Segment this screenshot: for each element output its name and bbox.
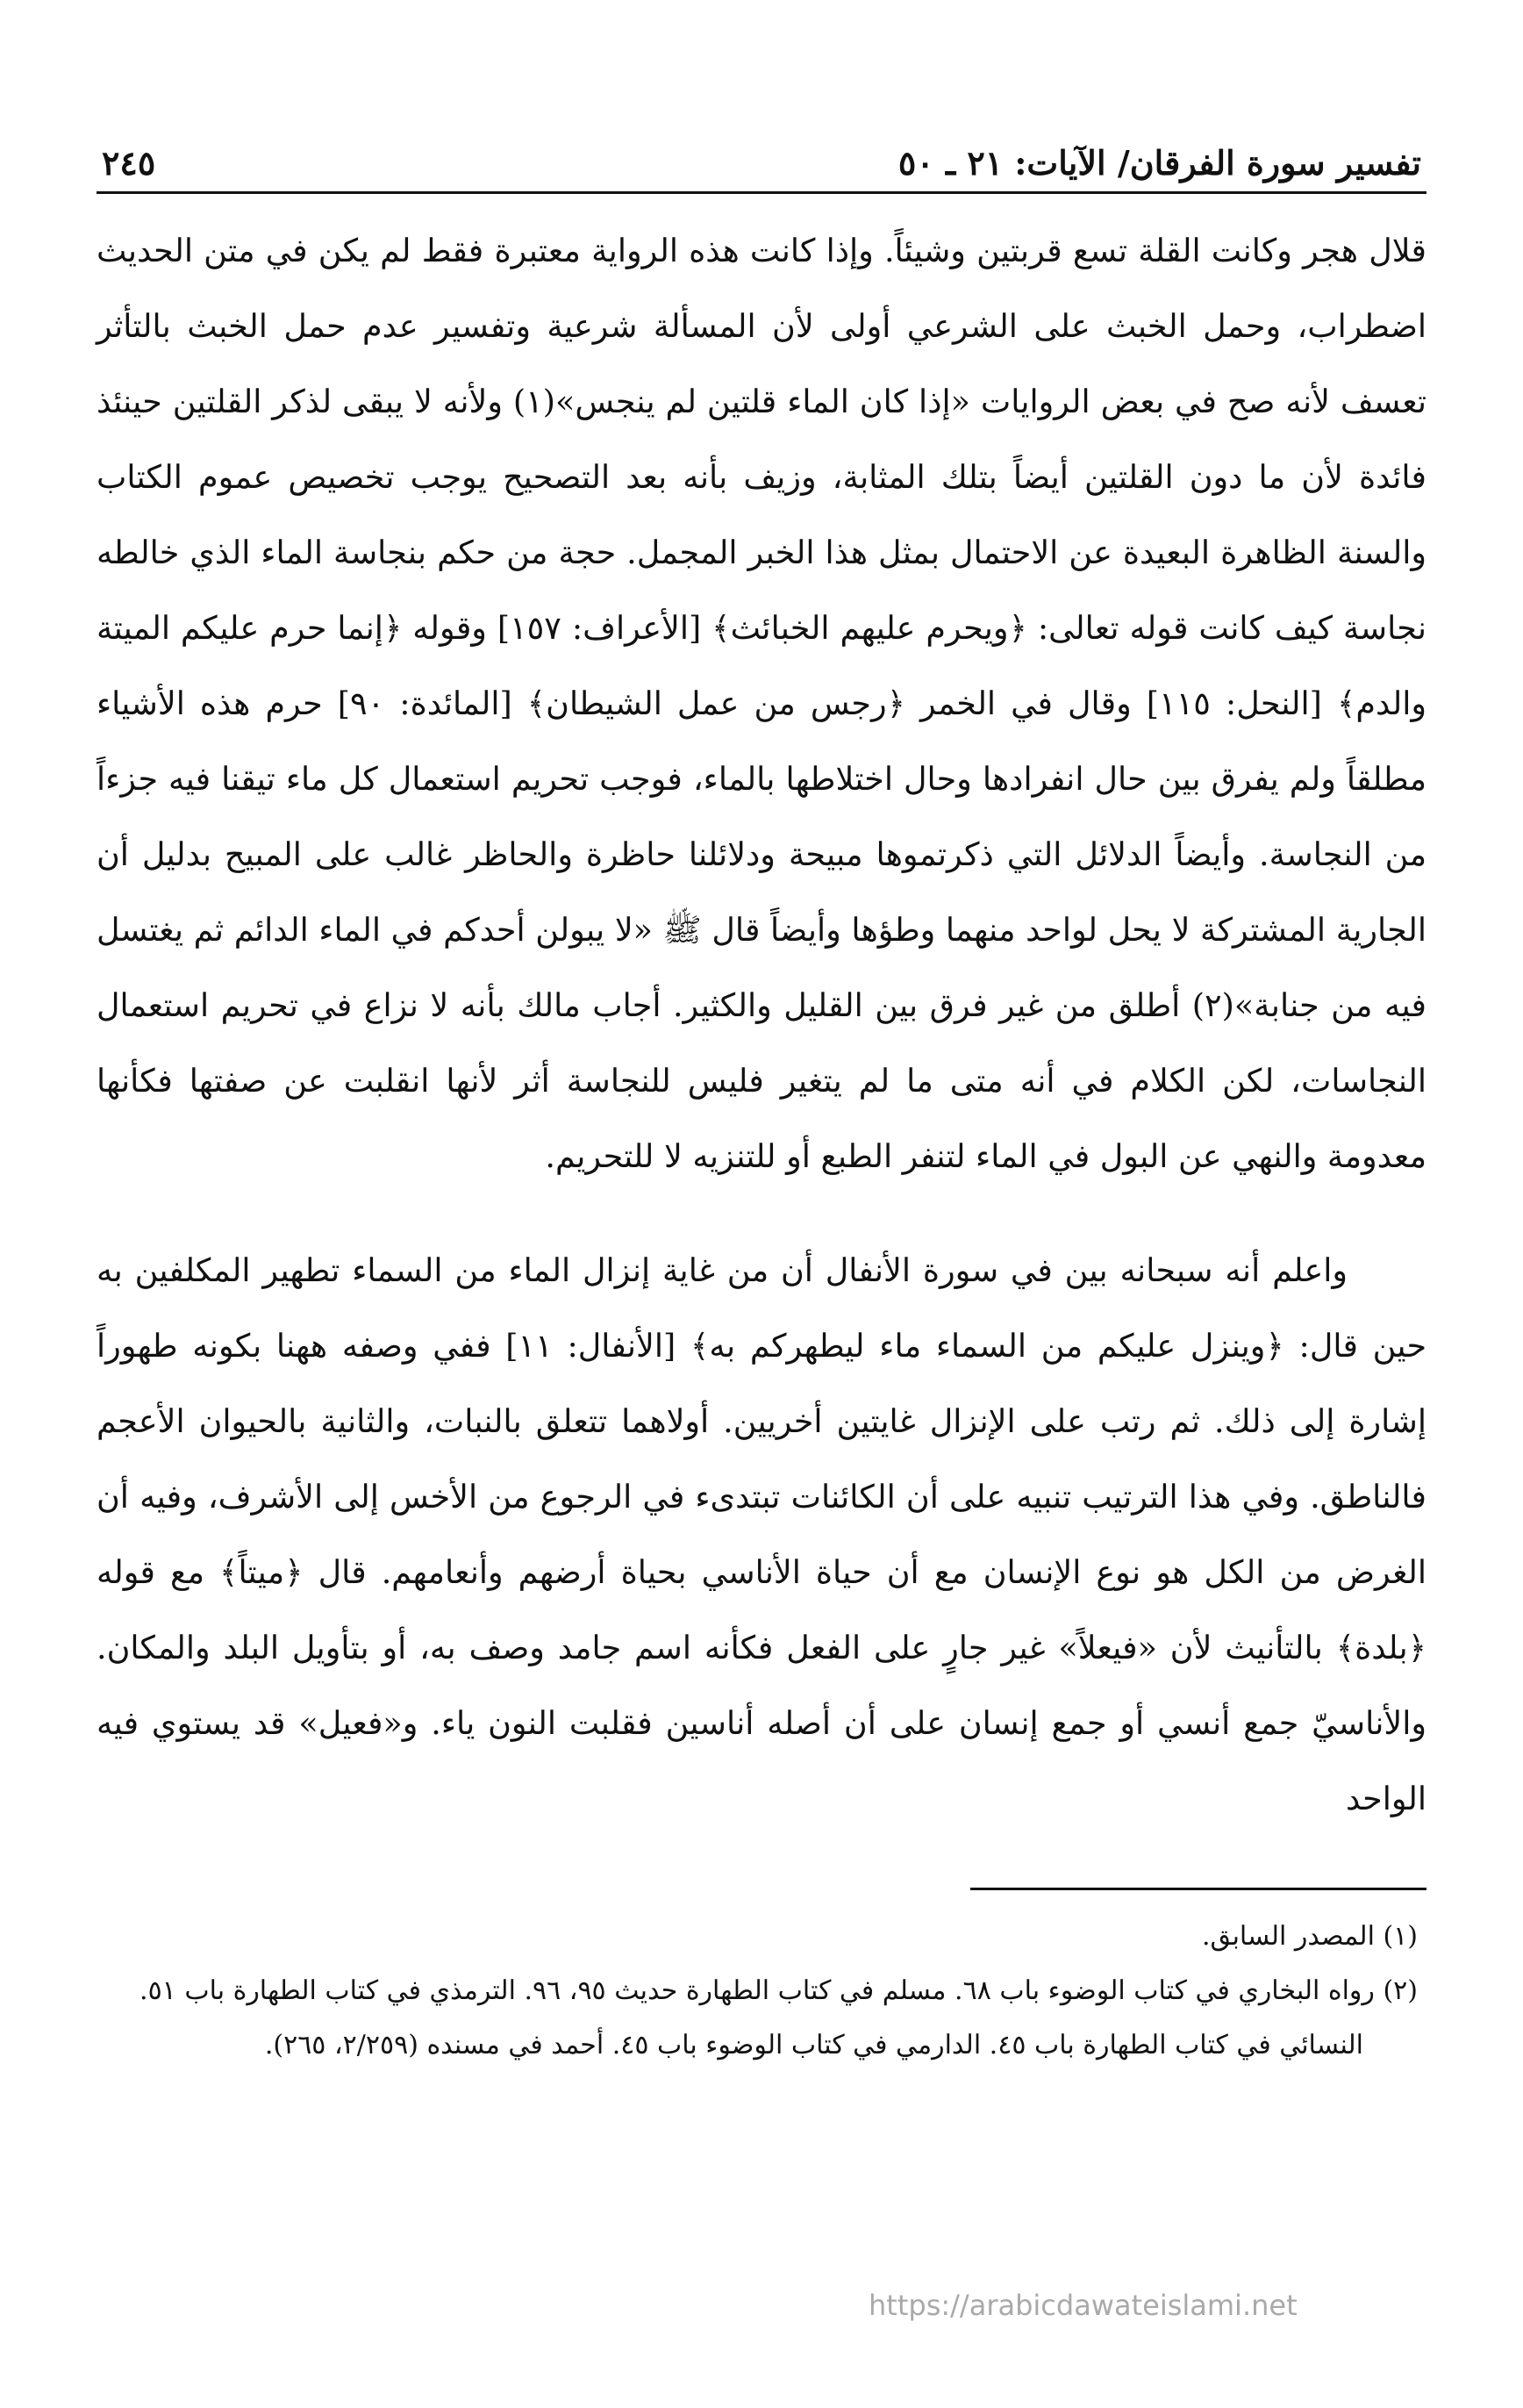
- body-text: [97, 213, 1426, 1837]
- header-title: تفسير سورة الفرقان/ الآيات: ٢١ ـ ٥٠: [897, 143, 1421, 183]
- footnote-2: (٢) رواه البخاري في كتاب الوضوء باب ٦٨. مسلم في كتاب الطهارة حديث ٩٥، ٩٦. الترمذي في كتاب الطهارة باب ٥١. النسائي في كتاب الطهارة باب ٤٥. الدارمي في كتاب الوضوء باب ٤٥. أحمد في مسنده (٢/٢٥٩، ٢٦٥).: [139, 1975, 1418, 2060]
- page-number: ٢٤٥: [102, 143, 156, 183]
- running-header: [97, 132, 1426, 183]
- header-rule: [97, 191, 1426, 194]
- footnote-1: (١) المصدر السابق.: [1202, 1921, 1418, 1952]
- watermark-url: https://arabicdawateislami.net: [869, 2289, 1298, 2322]
- footnote-rule: [970, 1888, 1426, 1890]
- paragraph-2: واعلم أنه سبحانه بين في سورة الأنفال أن من غاية إنزال الماء من السماء تطهير المكلفين به حين قال: ﴿وينزل عليكم من السماء ماء ليطهركم به﴾ [الأنفال: ١١] ففي وصفه ههنا بكونه طهوراً إشارة إلى ذلك. ثم رتب على الإنزال غايتين أخريين. أولاهما تتعلق بالنبات، والثانية بالحيوان الأعجم فالناطق. وفي هذا الترتيب تنبيه على أن الكائنات تبتدىء في الرجوع من الأخس إلى الأشرف، وفيه أن الغرض من الكل هو نوع الإنسان مع أن حياة الأناسي بحياة أرضهم وأنعامهم. قال ﴿ميتاً﴾ مع قوله ﴿بلدة﴾ بالتأنيث لأن «فيعلاً» غير جارٍ على الفعل فكأنه اسم جامد وصف به، أو بتأويل البلد والمكان. والأناسيّ جمع أنسي أو جمع إنسان على أن أصله أناسين فقلبت النون ياء. و«فعيل» قد يستوي فيه الواحد: [97, 1251, 1427, 1817]
- document-page: [97, 132, 1426, 2361]
- footnotes: [97, 1910, 1426, 2073]
- paragraph-1: قلال هجر وكانت القلة تسع قربتين وشيئاً. وإذا كانت هذه الرواية معتبرة فقط لم يكن في متن الحديث اضطراب، وحمل الخبث على الشرعي أولى لأن المسألة شرعية وتفسير عدم حمل الخبث بالتأثر تعسف لأنه صح في بعض الروايات «إذا كان الماء قلتين لم ينجس»(١) ولأنه لا يبقى لذكر القلتين حينئذ فائدة لأن ما دون القلتين أيضاً بتلك المثابة، وزيف بأنه بعد التصحيح يوجب تخصيص عموم الكتاب والسنة الظاهرة البعيدة عن الاحتمال بمثل هذا الخبر المجمل. حجة من حكم بنجاسة الماء الذي خالطه نجاسة كيف كانت قوله تعالى: ﴿ويحرم عليهم الخبائث﴾ [الأعراف: ١٥٧] وقوله ﴿إنما حرم عليكم الميتة والدم﴾ [النحل: ١١٥] وقال في الخمر ﴿رجس من عمل الشيطان﴾ [المائدة: ٩٠] حرم هذه الأشياء مطلقاً ولم يفرق بين حال انفرادها وحال اختلاطها بالماء، فوجب تحريم استعمال كل ماء تيقنا فيه جزءاً من النجاسة. وأيضاً الدلائل التي ذكرتموها مبيحة ودلائلنا حاظرة والحاظر غالب على المبيح بدليل أن الجارية المشتركة لا يحل لواحد منهما وطؤها وأيضاً قال ﷺ «لا يبولن أحدكم في الماء الدائم ثم يغتسل فيه من جنابة»(٢) أطلق من غير فرق بين القليل والكثير. أجاب مالك بأنه لا نزاع في تحريم استعمال النجاسات، لكن الكلام في أنه متى ما لم يتغير فليس للنجاسة أثر لأنها انقلبت عن صفتها فكأنها معدومة والنهي عن البول في الماء لتنفر الطبع أو للتنزيه لا للتحريم.: [97, 232, 1426, 1175]
